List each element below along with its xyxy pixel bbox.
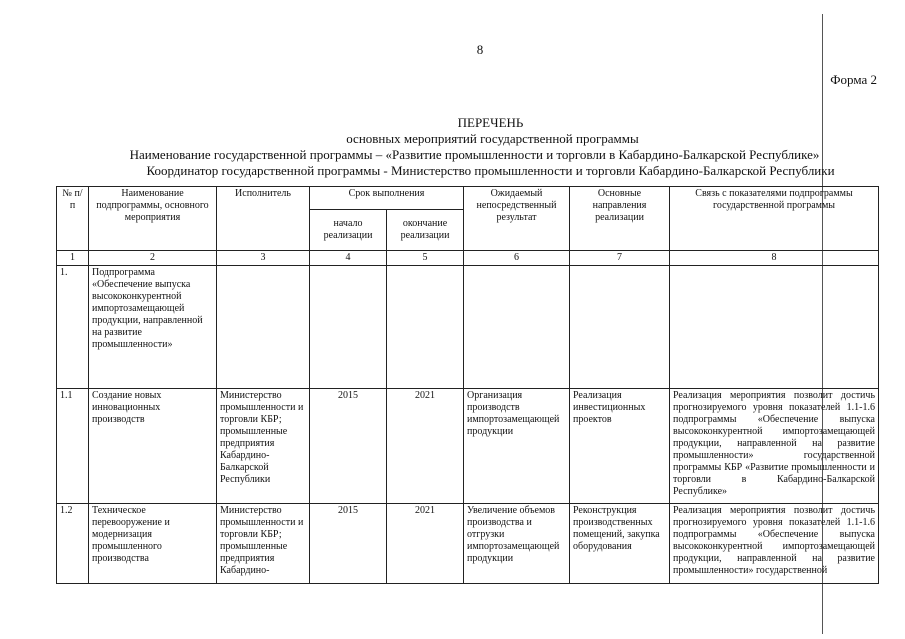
- header-result: Ожидаемый непосредственный результат: [464, 187, 570, 251]
- column-number: 2: [89, 251, 217, 266]
- header-end: окончание реализации: [387, 210, 464, 251]
- column-number: 4: [310, 251, 387, 266]
- row-end: 2021: [387, 504, 464, 584]
- row-num: 1.: [57, 266, 89, 389]
- header-num: № п/п: [57, 187, 89, 251]
- row-end: [387, 266, 464, 389]
- row-executor: Министерство промышленности и торговли КБР; промышленные предприятия Кабардино-Балкарской Республики: [217, 389, 310, 504]
- form-label: Форма 2: [830, 72, 877, 87]
- row-executor: Министерство промышленности и торговли КБР; промышленные предприятия Кабардино-: [217, 504, 310, 584]
- row-start: 2015: [310, 389, 387, 504]
- row-directions: Реализация инвестиционных проектов: [570, 389, 670, 504]
- row-name: Подпрограмма «Обеспечение выпуска высококонкурентной импортозамещающей продукции, направленной на развитие промышленности»: [89, 266, 217, 389]
- row-start: 2015: [310, 504, 387, 584]
- row-link: [670, 266, 879, 389]
- program-coordinator: Координатор государственной программы - Министерство промышленности и торговли Кабардино-Балкарской Республики: [146, 163, 835, 178]
- header-directions: Основные направления реализации: [570, 187, 670, 251]
- heading-subtitle: основных мероприятий государственной программы: [346, 131, 639, 146]
- program-name: Наименование государственной программы – «Развитие промышленности и торговли в Кабардино-Балкарской Республике»: [129, 147, 820, 162]
- row-end: 2021: [387, 389, 464, 504]
- row-num: 1.1: [57, 389, 89, 504]
- page-number: 8: [476, 42, 484, 57]
- heading-title: ПЕРЕЧЕНЬ: [457, 115, 524, 130]
- column-number: 7: [570, 251, 670, 266]
- header-name: Наименование подпрограммы, основного мероприятия: [89, 187, 217, 251]
- row-link: Реализация мероприятия позволит достичь прогнозируемого уровня показателей 1.1-1.6 подпрограммы «Обеспечение выпуска высококонкурентной импортозамещающей продукции, направленной на развитие промышленности» государственной: [670, 504, 879, 584]
- header-start: начало реализации: [310, 210, 387, 251]
- column-number: 8: [670, 251, 879, 266]
- header-term: Срок выполнения: [310, 187, 464, 210]
- column-number: 5: [387, 251, 464, 266]
- table-row: [57, 389, 879, 504]
- document-heading: [0, 115, 905, 179]
- column-number: 1: [57, 251, 89, 266]
- row-directions: [570, 266, 670, 389]
- row-link: Реализация мероприятия позволит достичь прогнозируемого уровня показателей 1.1-1.6 подпрограммы «Обеспечение выпуска высококонкурентной импортозамещающей продукции, направленной на развитие промышленности» государственной программы КБР «Развитие промышленности и торговли в Кабардино-Балкарской Республике»: [670, 389, 879, 504]
- column-number-row: [57, 251, 879, 266]
- row-executor: [217, 266, 310, 389]
- row-result: Организация производств импортозамещающей продукции: [464, 389, 570, 504]
- row-start: [310, 266, 387, 389]
- column-number: 3: [217, 251, 310, 266]
- column-number: 6: [464, 251, 570, 266]
- measures-table: [56, 186, 879, 584]
- header-row: [57, 187, 879, 210]
- row-result: [464, 266, 570, 389]
- row-name: Техническое перевооружение и модернизация промышленного производства: [89, 504, 217, 584]
- header-link: Связь с показателями подпрограммы государственной программы: [670, 187, 879, 251]
- table-row: [57, 504, 879, 584]
- row-name: Создание новых инновационных производств: [89, 389, 217, 504]
- table-row: [57, 266, 879, 389]
- header-executor: Исполнитель: [217, 187, 310, 251]
- row-result: Увеличение объемов производства и отгрузки импортозамещающей продукции: [464, 504, 570, 584]
- row-directions: Реконструкция производственных помещений, закупка оборудования: [570, 504, 670, 584]
- row-num: 1.2: [57, 504, 89, 584]
